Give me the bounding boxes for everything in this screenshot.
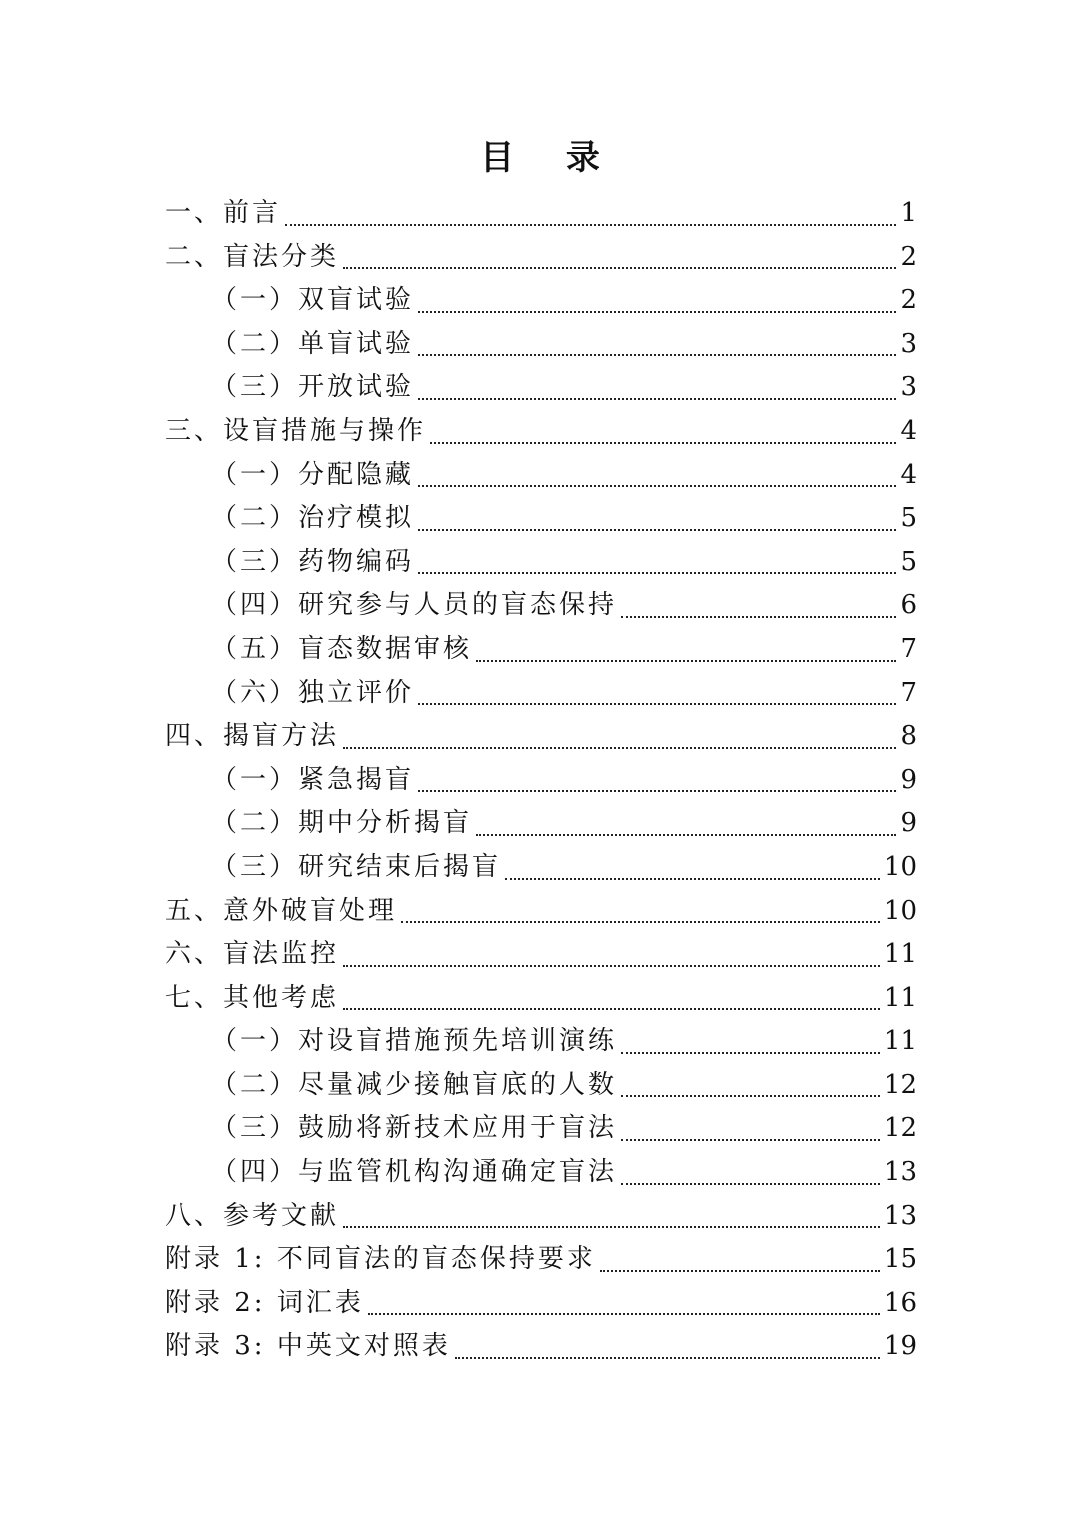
toc-entry-label: （三）鼓励将新技术应用于盲法 bbox=[211, 1113, 618, 1144]
toc-entry[interactable] bbox=[165, 1151, 917, 1195]
toc-entry[interactable] bbox=[165, 628, 917, 672]
toc-entry-label: 二、盲法分类 bbox=[165, 241, 340, 272]
toc-entry-page: 11 bbox=[883, 982, 917, 1013]
toc-leader bbox=[455, 1357, 880, 1359]
toc-leader bbox=[343, 965, 880, 967]
toc-leader bbox=[621, 1052, 880, 1054]
toc-leader bbox=[476, 660, 896, 662]
toc-entry-label: 五、意外破盲处理 bbox=[165, 895, 398, 926]
toc-entry[interactable] bbox=[165, 759, 917, 803]
toc-leader bbox=[418, 790, 896, 792]
toc-entry-page: 13 bbox=[883, 1157, 917, 1188]
toc-leader bbox=[621, 1139, 880, 1141]
toc-entry[interactable] bbox=[165, 715, 917, 759]
toc-entry[interactable] bbox=[165, 672, 917, 716]
toc-entry-page: 12 bbox=[883, 1113, 917, 1144]
toc-entry[interactable] bbox=[165, 584, 917, 628]
toc-entry[interactable] bbox=[165, 323, 917, 367]
toc-leader bbox=[418, 485, 896, 487]
toc-entry-page: 1 bbox=[900, 198, 917, 228]
toc-entry[interactable] bbox=[165, 802, 917, 846]
toc-entry-label: 四、揭盲方法 bbox=[165, 721, 340, 752]
toc-entry-page: 12 bbox=[883, 1069, 917, 1100]
toc-entry[interactable] bbox=[165, 454, 917, 498]
toc-entry-label: （五）盲态数据审核 bbox=[211, 633, 473, 664]
toc-leader bbox=[476, 834, 896, 836]
toc-entry-page: 16 bbox=[883, 1287, 917, 1318]
toc-entry[interactable] bbox=[165, 1195, 917, 1239]
toc-entry[interactable] bbox=[165, 1107, 917, 1151]
toc-leader bbox=[621, 616, 896, 618]
toc-leader bbox=[418, 398, 896, 400]
toc-entry-label: （三）药物编码 bbox=[211, 546, 415, 577]
toc-entry-label: （一）分配隐藏 bbox=[211, 459, 415, 490]
toc-leader bbox=[600, 1270, 880, 1272]
toc-entry-label: 附录 3: 中英文对照表 bbox=[165, 1331, 451, 1362]
toc-entry[interactable] bbox=[165, 236, 917, 280]
toc-entry-page: 10 bbox=[883, 851, 917, 882]
toc-entry-page: 19 bbox=[883, 1331, 917, 1362]
toc-entry[interactable] bbox=[165, 192, 917, 236]
toc-entry-label: （二）单盲试验 bbox=[211, 328, 415, 359]
toc-leader bbox=[401, 921, 880, 923]
toc-leader bbox=[418, 529, 896, 531]
toc-leader bbox=[430, 442, 896, 444]
toc-entry-page: 2 bbox=[900, 241, 917, 272]
toc-entry-label: （一）紧急揭盲 bbox=[211, 764, 415, 795]
toc-entry[interactable] bbox=[165, 1282, 917, 1326]
toc-entry-page: 2 bbox=[900, 285, 917, 316]
toc-leader bbox=[621, 1183, 880, 1185]
toc-entry[interactable] bbox=[165, 541, 917, 585]
toc-entry-label: （六）独立评价 bbox=[211, 677, 415, 708]
toc-entry-page: 4 bbox=[900, 415, 917, 446]
toc-leader bbox=[343, 1008, 880, 1010]
toc-leader bbox=[343, 267, 896, 269]
toc-entry-page: 13 bbox=[883, 1200, 917, 1231]
toc-entry-label: （三）研究结束后揭盲 bbox=[211, 851, 502, 882]
toc-entry[interactable] bbox=[165, 410, 917, 454]
toc-entry-page: 3 bbox=[900, 372, 917, 403]
toc-leader bbox=[285, 224, 896, 226]
toc-entry-label: 附录 1: 不同盲法的盲态保持要求 bbox=[165, 1244, 596, 1275]
toc-entry-label: 三、设盲措施与操作 bbox=[165, 415, 427, 446]
toc-entry[interactable] bbox=[165, 1020, 917, 1064]
toc-entry[interactable] bbox=[165, 890, 917, 934]
toc-entry[interactable] bbox=[165, 1238, 917, 1282]
toc-leader bbox=[418, 311, 896, 313]
toc-entry[interactable] bbox=[165, 497, 917, 541]
toc-entry[interactable] bbox=[165, 279, 917, 323]
toc-entry-label: （一）双盲试验 bbox=[211, 285, 415, 316]
toc-entry-page: 9 bbox=[900, 808, 917, 839]
toc-entry-label: （二）治疗模拟 bbox=[211, 503, 415, 534]
toc-entry-label: 一、前言 bbox=[165, 198, 282, 228]
toc-entry[interactable] bbox=[165, 933, 917, 977]
toc-entry-page: 7 bbox=[900, 633, 917, 664]
toc-entry[interactable] bbox=[165, 846, 917, 890]
toc-entry-label: （三）开放试验 bbox=[211, 372, 415, 403]
toc-entry-page: 3 bbox=[900, 328, 917, 359]
toc-leader bbox=[418, 572, 896, 574]
toc-entry-page: 15 bbox=[883, 1244, 917, 1275]
toc-leader bbox=[505, 878, 880, 880]
toc-entry[interactable] bbox=[165, 1325, 917, 1369]
toc-entry-page: 8 bbox=[900, 721, 917, 752]
toc-leader bbox=[343, 1226, 880, 1228]
toc-entry-label: 六、盲法监控 bbox=[165, 939, 340, 970]
toc-leader bbox=[418, 354, 896, 356]
toc-entry-page: 5 bbox=[900, 503, 917, 534]
toc-entry[interactable] bbox=[165, 1064, 917, 1108]
toc-entry-label: （四）研究参与人员的盲态保持 bbox=[211, 590, 618, 621]
toc-entry-label: 八、参考文献 bbox=[165, 1200, 340, 1231]
toc-entry-label: （一）对设盲措施预先培训演练 bbox=[211, 1026, 618, 1057]
toc-entry[interactable] bbox=[165, 366, 917, 410]
toc-leader bbox=[343, 747, 896, 749]
toc-entry[interactable] bbox=[165, 977, 917, 1021]
toc-list bbox=[165, 192, 917, 1369]
toc-entry-label: 附录 2: 词汇表 bbox=[165, 1287, 364, 1318]
toc-entry-label: （二）尽量减少接触盲底的人数 bbox=[211, 1069, 618, 1100]
toc-entry-page: 9 bbox=[900, 764, 917, 795]
toc-entry-page: 7 bbox=[900, 677, 917, 708]
toc-entry-page: 5 bbox=[900, 546, 917, 577]
toc-title: 目 录 bbox=[480, 138, 620, 178]
toc-leader bbox=[368, 1313, 880, 1315]
toc-entry-page: 10 bbox=[883, 895, 917, 926]
toc-entry-label: （四）与监管机构沟通确定盲法 bbox=[211, 1157, 618, 1188]
toc-entry-page: 4 bbox=[900, 459, 917, 490]
toc-entry-label: 七、其他考虑 bbox=[165, 982, 340, 1013]
toc-leader bbox=[621, 1095, 880, 1097]
toc-entry-page: 11 bbox=[883, 1026, 917, 1057]
toc-leader bbox=[418, 703, 896, 705]
toc-entry-page: 11 bbox=[883, 939, 917, 970]
toc-entry-page: 6 bbox=[900, 590, 917, 621]
toc-entry-label: （二）期中分析揭盲 bbox=[211, 808, 473, 839]
